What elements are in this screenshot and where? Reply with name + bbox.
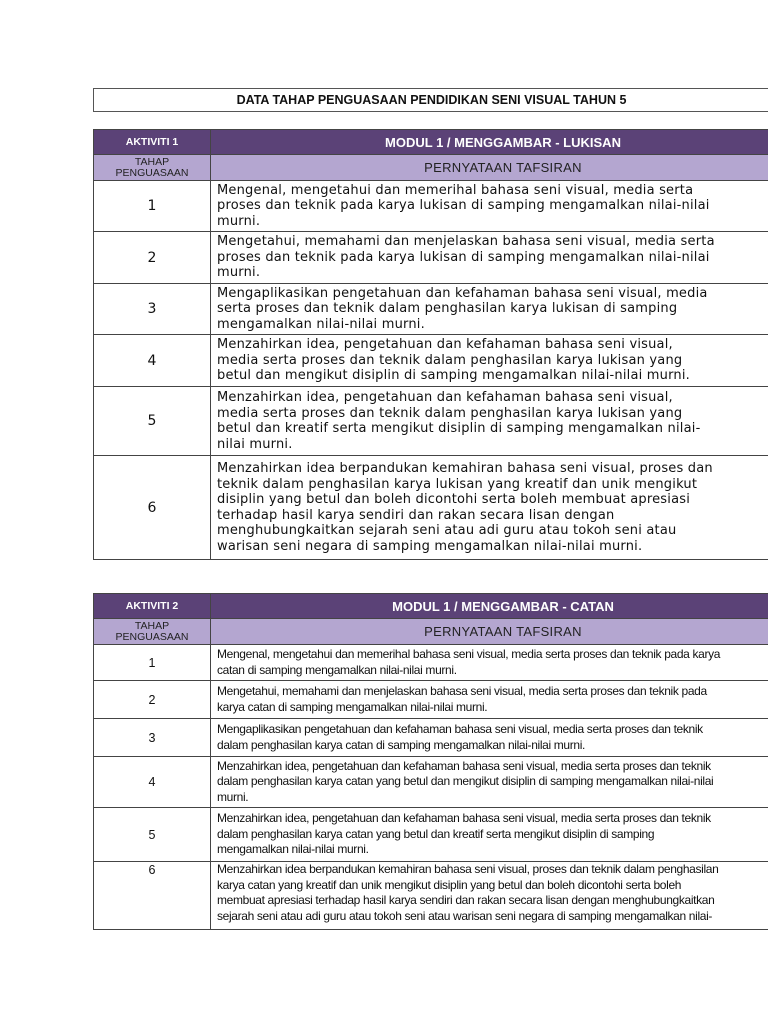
statement-line: nilai murni. [217, 436, 293, 452]
statement-cell [211, 645, 768, 681]
statement-cell [211, 681, 768, 719]
module-header-row [94, 130, 768, 155]
statement-line: media serta proses dan teknik dalam penghasilan karya lukisan yang [217, 405, 683, 421]
statement-line: Mengetahui, memahami dan menjelaskan bahasa seni visual, media serta [217, 234, 715, 250]
level-number: 1 [94, 181, 211, 232]
table-row [94, 387, 768, 456]
module-title: MODUL 1 / MENGGAMBAR - LUKISAN [211, 130, 768, 155]
level-number: 3 [94, 284, 211, 335]
table-row [94, 335, 768, 387]
column-header-row [94, 155, 768, 181]
level-number: 6 [94, 862, 211, 930]
statement-line: proses dan teknik pada karya lukisan di samping mengamalkan nilai-nilai [217, 198, 710, 214]
statement-line: proses dan teknik pada karya lukisan di samping mengamalkan nilai-nilai [217, 249, 710, 265]
level-number: 5 [94, 387, 211, 456]
statement-line: serta proses dan teknik dalam penghasilan karya lukisan di samping [217, 301, 678, 317]
document-title: DATA TAHAP PENGUASAAN PENDIDIKAN SENI VISUAL TAHUN 5 [236, 93, 627, 107]
statement-line: karya catan di samping mengamalkan nilai-nilai murni. [217, 699, 488, 714]
statement-cell [211, 862, 768, 930]
statement-line: Menzahirkan idea, pengetahuan dan kefahaman bahasa seni visual, media serta proses dan teknik [217, 758, 711, 773]
statement-line: terhadap hasil karya sendiri dan rakan secara lisan dengan [217, 507, 615, 523]
statement-line: menghubungkaitkan sejarah seni atau adi guru atau tokoh seni atau [217, 523, 677, 538]
activity-label: AKTIVITI 2 [94, 594, 211, 619]
statement-line: karya catan yang kreatif dan unik mengikut disiplin yang betul dan boleh dicontohi serta boleh [217, 877, 682, 892]
statement-line: betul dan kreatif serta mengikut disiplin di samping mengamalkan nilai- [217, 421, 701, 436]
statement-line: warisan seni negara di samping mengamalkan nilai-nilai murni. [217, 538, 643, 554]
level-number: 1 [94, 645, 211, 681]
level-column-header: TAHAP PENGUASAAN [94, 155, 211, 181]
statement-line: Menzahirkan idea berpandukan kemahiran bahasa seni visual, proses dan [217, 461, 713, 476]
table-row [94, 645, 768, 681]
statement-line: dalam penghasilan karya catan yang betul dan kreatif serta mengikut disiplin di samping [217, 826, 655, 841]
activity-1-table [93, 129, 768, 560]
statement-line: catan di samping mengamalkan nilai-nilai murni. [217, 662, 457, 677]
statement-column-header: PERNYATAAN TAFSIRAN [211, 155, 768, 181]
level-number: 6 [94, 456, 211, 560]
statement-line: Mengenal, mengetahui dan memerihal bahasa seni visual, media serta [217, 182, 694, 198]
statement-line: mengamalkan nilai-nilai murni. [217, 316, 425, 332]
document-title-box [93, 88, 768, 112]
statement-line: murni. [217, 265, 261, 281]
statement-line: Menzahirkan idea berpandukan kemahiran bahasa seni visual, proses dan teknik dalam penghasilan [217, 862, 719, 876]
table-row [94, 456, 768, 560]
statement-line: Menzahirkan idea, pengetahuan dan kefahaman bahasa seni visual, [217, 390, 673, 405]
statement-line: dalam penghasilan karya catan di samping mengamalkan nilai-nilai murni. [217, 737, 586, 752]
statement-cell [211, 719, 768, 757]
statement-line: Mengaplikasikan pengetahuan dan kefahaman bahasa seni visual, media [217, 285, 708, 301]
module-title: MODUL 1 / MENGGAMBAR - CATAN [211, 594, 768, 619]
statement-cell [211, 757, 768, 808]
activity-2-table [93, 593, 768, 930]
statement-line: dalam penghasilan karya catan yang betul dan mengikut disiplin di samping mengamalkan nilai-nilai [217, 774, 714, 789]
table-row [94, 681, 768, 719]
table-row [94, 284, 768, 335]
table-row [94, 862, 768, 930]
statement-line: Mengaplikasikan pengetahuan dan kefahaman bahasa seni visual, media serta proses dan teknik [217, 722, 703, 736]
level-number: 2 [94, 232, 211, 284]
statement-line: disiplin yang betul dan boleh dicontohi serta boleh membuat apresiasi [217, 492, 691, 507]
statement-line: sejarah seni atau adi guru atau tokoh seni atau warisan seni negara di samping mengamalkan nilai- [217, 908, 713, 923]
statement-line: betul dan mengikut disiplin di samping mengamalkan nilai-nilai murni. [217, 368, 690, 384]
module-header-row [94, 594, 768, 619]
level-number: 2 [94, 681, 211, 719]
statement-line: murni. [217, 789, 249, 804]
statement-cell [211, 456, 768, 560]
level-number: 4 [94, 335, 211, 387]
statement-cell [211, 335, 768, 387]
statement-line: mengamalkan nilai-nilai murni. [217, 842, 369, 857]
table-row [94, 232, 768, 284]
statement-line: Menzahirkan idea, pengetahuan dan kefahaman bahasa seni visual, [217, 337, 673, 353]
statement-line: media serta proses dan teknik dalam penghasilan karya lukisan yang [217, 352, 683, 368]
level-column-header: TAHAP PENGUASAAN [94, 619, 211, 645]
statement-line: membuat apresiasi terhadap hasil karya sendiri dan rakan secara lisan dengan menghubungkaitkan [217, 893, 715, 907]
table-row [94, 757, 768, 808]
statement-column-header: PERNYATAAN TAFSIRAN [211, 619, 768, 645]
statement-cell [211, 284, 768, 335]
statement-line: Mengenal, mengetahui dan memerihal bahasa seni visual, media serta proses dan teknik pada karya [217, 647, 721, 661]
table-row [94, 181, 768, 232]
statement-cell [211, 232, 768, 284]
statement-cell [211, 387, 768, 456]
level-number: 3 [94, 719, 211, 757]
statement-cell [211, 808, 768, 862]
table-row [94, 808, 768, 862]
statement-line: Menzahirkan idea, pengetahuan dan kefahaman bahasa seni visual, media serta proses dan teknik [217, 811, 711, 826]
statement-line: murni. [217, 213, 261, 229]
statement-line: teknik dalam penghasilan karya lukisan yang kreatif dan unik mengikut [217, 476, 698, 492]
statement-line: Mengetahui, memahami dan menjelaskan bahasa seni visual, media serta proses dan teknik pada [217, 684, 707, 698]
column-header-row [94, 619, 768, 645]
table-row [94, 719, 768, 757]
level-number: 5 [94, 808, 211, 862]
statement-cell [211, 181, 768, 232]
level-number: 4 [94, 757, 211, 808]
activity-label: AKTIVITI 1 [94, 130, 211, 155]
